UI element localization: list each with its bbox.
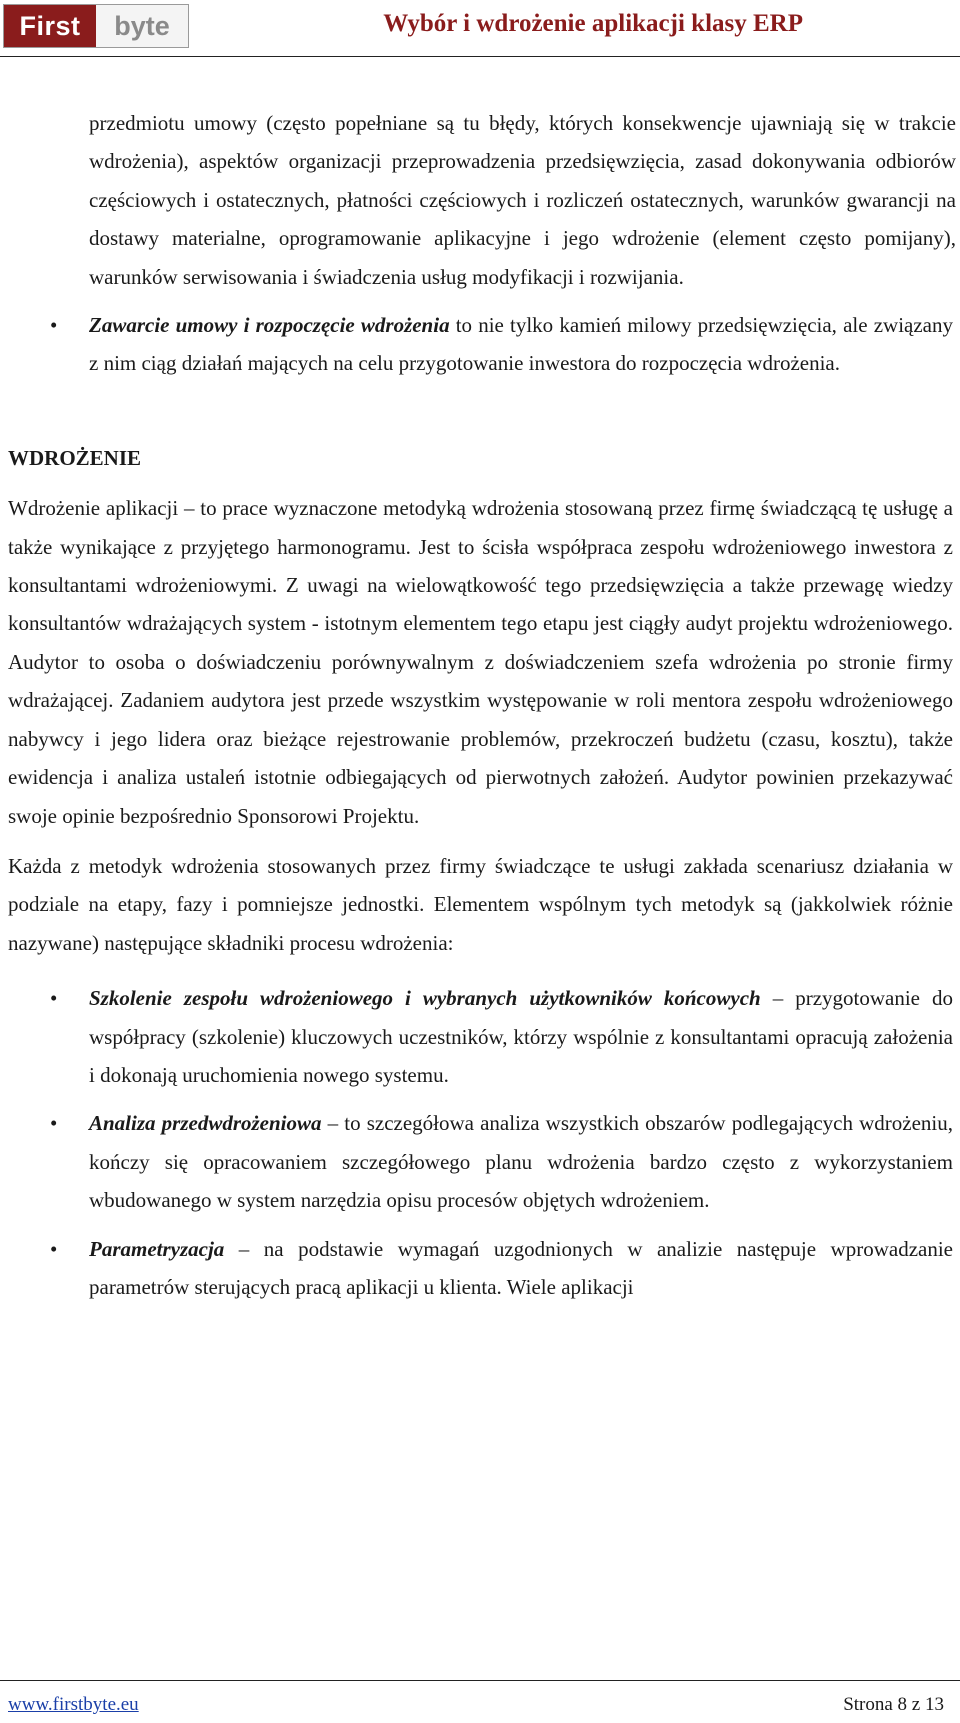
list-item-term: Szkolenie zespołu wdrożeniowego i wybranych użytkowników końcowych: [89, 986, 761, 1011]
body-paragraph: Każda z metodyk wdrożenia stosowanych przez firmy świadczące te usługi zakłada scenariusz działania w podziale na etapy, fazy i pomniejsze jednostki. Elementem wspólnym tych metodyk są (jakkolwiek różnie nazywane) następujące składniki procesu wdrożenia:: [8, 853, 953, 955]
list-item-term: Zawarcie umowy i rozpoczęcie wdrożenia: [89, 313, 450, 338]
list-item-text: to nie tylko kamień milowy przedsięwzięcia, ale związany z nim ciąg działań mających na celu przygotowanie inwestora do rozpoczęcia wdrożenia.: [89, 313, 953, 376]
bullet-icon: •: [50, 1111, 58, 1136]
list-item-text: – przygotowanie do współpracy (szkolenie) kluczowych uczestników, którzy wspólnie z konsultantami opracują założenia i dokonają uruchomienia nowego systemu.: [89, 986, 953, 1087]
bullet-icon: •: [50, 313, 58, 338]
header-divider: [0, 56, 960, 57]
bullet-list-components: [8, 979, 953, 1306]
page-number: Strona 8 z 13: [843, 1694, 944, 1715]
bullet-list-top: [8, 306, 953, 383]
list-item-term: Parametryzacja: [89, 1236, 225, 1261]
list-item-text: – na podstawie wymagań uzgodnionych w analizie następuje wprowadzanie parametrów sterujących pracą aplikacji u klienta. Wiele aplikacji: [89, 1236, 953, 1299]
list-item-term: Analiza przedwdrożeniowa: [89, 1111, 322, 1136]
document-title: Wybór i wdrożenie aplikacji klasy ERP: [383, 10, 803, 37]
bullet-icon: •: [50, 1236, 58, 1261]
website-link[interactable]: www.firstbyte.eu: [8, 1694, 139, 1715]
firstbyte-logo: [3, 4, 189, 48]
footer-divider: [0, 1680, 960, 1681]
page-content: [8, 104, 956, 1306]
list-item: [8, 1230, 953, 1307]
logo-first-part: First: [4, 5, 96, 47]
bullet-icon: •: [50, 986, 58, 1011]
list-item: [8, 306, 953, 383]
list-item-text: – to szczegółowa analiza wszystkich obszarów podlegających wdrożeniu, kończy się opracowaniem szczegółowego planu wdrożenia bardzo często z wykorzystaniem wbudowanego w system narzędzia opisu procesów objętych wdrożeniem.: [89, 1111, 954, 1213]
list-item: [8, 979, 953, 1094]
page-header: [0, 0, 960, 60]
page-footer: [0, 1680, 960, 1720]
section-heading: WDROŻENIE: [8, 445, 142, 470]
continuation-paragraph: przedmiotu umowy (często popełniane są tu błędy, których konsekwencje ujawniają się w trakcie wdrożenia), aspektów organizacji przeprowadzenia przedsięwzięcia, zasad dokonywania odbiorów częściowych i ostatecznych, płatności częściowych i rozliczeń ostatecznych, warunków gwarancji na dostawy materialne, oprogramowanie aplikacyjne i jego wdrożenie (element często pomijany), warunków serwisowania i świadczenia usług modyfikacji i rozwijania.: [89, 111, 956, 289]
list-item: [8, 1104, 953, 1219]
logo-byte-part: byte: [96, 5, 188, 47]
body-paragraph: Wdrożenie aplikacji – to prace wyznaczone metodyką wdrożenia stosowaną przez firmę świadczącą tę usługę a także wynikające z przyjętego harmonogramu. Jest to ścisła współpraca zespołu wdrożeniowego inwestora z konsultantami wdrożeniowymi. Z uwagi na wielowątkowość tego przedsięwzięcia a także przewagę wiedzy konsultantów wdrażających system - istotnym elementem tego etapu jest ciągły audyt projektu wdrożeniowego. Audytor to osoba o doświadczeniu porównywalnym z doświadczeniem szefa wdrożenia po stronie firmy wdrażającej. Zadaniem audytora jest przede wszystkim występowanie w roli mentora zespołu wdrożeniowego nabywcy i jego lidera oraz bieżące rejestrowanie problemów, przekroczeń budżetu (czasu, kosztu), także ewidencja i analiza ustaleń istotnie odbiegających od pierwotnych założeń. Audytor powinien przekazywać swoje opinie bezpośrednio Sponsorowi Projektu.: [8, 496, 953, 828]
